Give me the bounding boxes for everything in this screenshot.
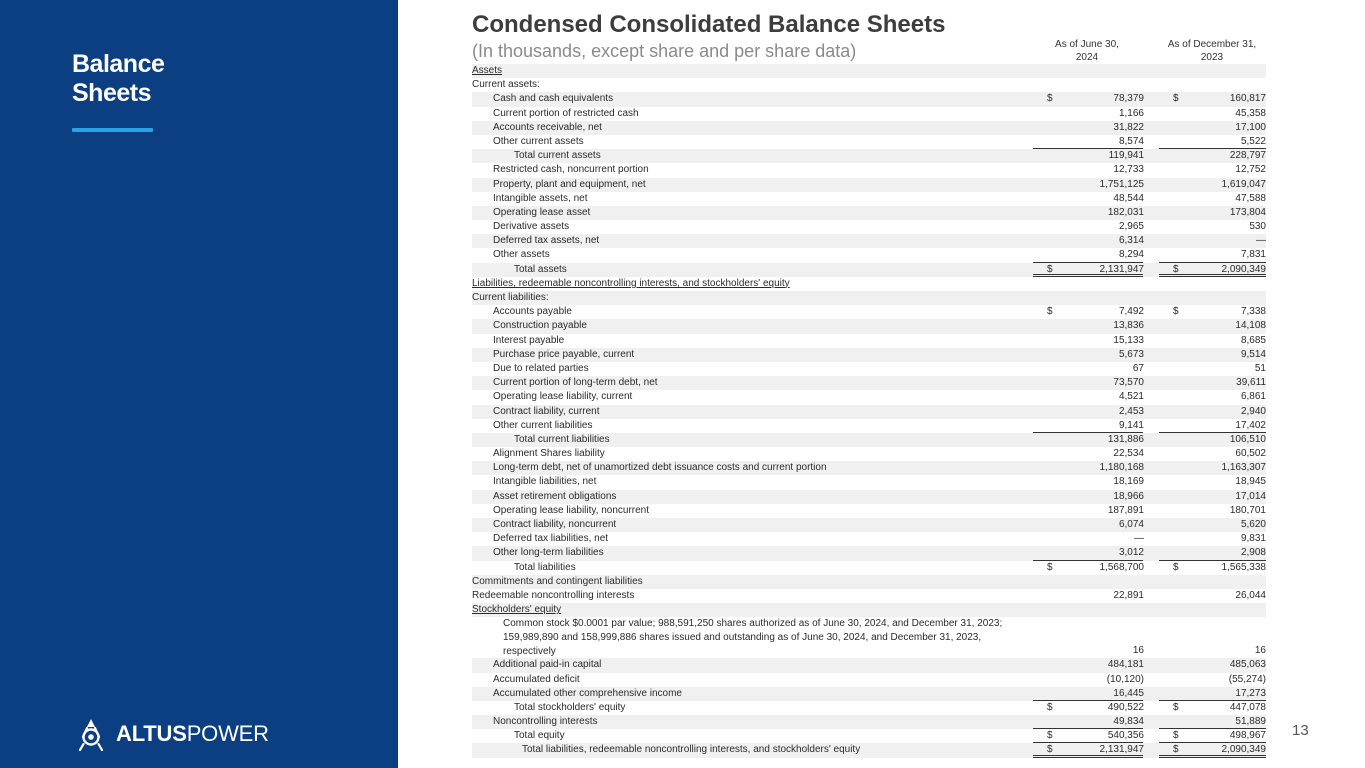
units-subtitle: (In thousands, except share and per share data) xyxy=(472,41,857,61)
table-row xyxy=(472,532,1266,546)
table-row xyxy=(472,658,1266,672)
cell-december-2023 xyxy=(1159,220,1266,234)
cell-value: 22,534 xyxy=(1113,448,1144,460)
column-header-june-2024 xyxy=(1032,38,1142,64)
cell-value: 9,514 xyxy=(1240,348,1266,360)
table-row xyxy=(472,121,1266,135)
row-label: Current portion of long-term debt, net xyxy=(493,377,658,389)
cell-june-2024 xyxy=(1033,658,1143,672)
section-title-line1: Balance xyxy=(72,50,165,78)
currency-symbol: $ xyxy=(1047,744,1053,756)
cell-june-2024 xyxy=(1033,248,1143,262)
table-row xyxy=(472,390,1266,404)
table-row xyxy=(472,305,1266,319)
cell-value: 9,141 xyxy=(1118,419,1144,431)
row-label: Accounts payable xyxy=(493,306,572,318)
cell-december-2023 xyxy=(1159,362,1266,376)
cell-june-2024 xyxy=(1033,673,1143,687)
cell-value: 173,804 xyxy=(1229,206,1266,218)
cell-december-2023 xyxy=(1159,589,1266,603)
table-row xyxy=(472,701,1266,715)
table-row xyxy=(472,743,1266,757)
logo-text-bold: ALTUS xyxy=(116,721,187,746)
table-row xyxy=(472,687,1266,701)
row-label: Derivative assets xyxy=(493,221,570,233)
cell-june-2024 xyxy=(1033,447,1143,461)
cell-value: 2,965 xyxy=(1118,221,1144,233)
cell-value: 7,338 xyxy=(1240,306,1266,318)
table-row xyxy=(472,419,1266,433)
cell-value: 8,574 xyxy=(1118,135,1144,147)
cell-value: 119,941 xyxy=(1108,150,1144,162)
cell-value: 180,701 xyxy=(1229,504,1266,516)
cell-december-2023 xyxy=(1159,644,1266,658)
cell-december-2023 xyxy=(1159,461,1266,475)
cell-value: 51 xyxy=(1254,362,1266,374)
cell-june-2024 xyxy=(1033,107,1143,121)
cell-december-2023 xyxy=(1159,419,1266,433)
cell-value: 182,031 xyxy=(1107,206,1144,218)
cell-june-2024 xyxy=(1033,701,1143,715)
table-row xyxy=(472,319,1266,333)
row-label: Additional paid-in capital xyxy=(493,659,602,671)
table-row xyxy=(472,376,1266,390)
cell-december-2023 xyxy=(1159,305,1266,319)
row-label: Construction payable xyxy=(493,320,587,332)
cell-value: (10,120) xyxy=(1106,673,1144,685)
table-row xyxy=(472,362,1266,376)
cell-value: 39,611 xyxy=(1236,377,1266,389)
row-label: Other current assets xyxy=(493,135,584,147)
cell-december-2023 xyxy=(1159,192,1266,206)
table-row xyxy=(472,603,1266,617)
table-row xyxy=(472,248,1266,262)
cell-june-2024 xyxy=(1033,546,1143,560)
cell-june-2024 xyxy=(1033,419,1143,433)
cell-june-2024 xyxy=(1033,192,1143,206)
cell-value: 5,673 xyxy=(1118,348,1144,360)
table-row xyxy=(472,291,1266,305)
cell-june-2024 xyxy=(1033,589,1143,603)
cell-june-2024 xyxy=(1033,743,1143,757)
cell-value: 4,521 xyxy=(1118,391,1144,403)
cell-june-2024 xyxy=(1033,121,1143,135)
cell-value: 3,012 xyxy=(1118,547,1144,559)
table-row xyxy=(472,206,1266,220)
cell-value: 2,940 xyxy=(1240,405,1266,417)
row-label: Other current liabilities xyxy=(493,419,593,431)
cell-value: 1,568,700 xyxy=(1099,561,1144,573)
row-label: Contract liability, current xyxy=(493,405,600,417)
cell-value: 15,133 xyxy=(1113,334,1144,346)
row-label: Cash and cash equivalents xyxy=(493,93,614,105)
section-title xyxy=(72,50,164,108)
table-row xyxy=(472,518,1266,532)
cell-value: 6,861 xyxy=(1240,391,1266,403)
cell-december-2023 xyxy=(1159,163,1266,177)
row-label: Other long-term liabilities xyxy=(493,547,604,559)
cell-june-2024 xyxy=(1033,405,1143,419)
currency-symbol: $ xyxy=(1173,306,1179,318)
row-label: Redeemable noncontrolling interests xyxy=(472,589,635,601)
cell-june-2024 xyxy=(1033,149,1143,163)
cell-value: 2,090,349 xyxy=(1221,263,1266,275)
cell-value: 18,945 xyxy=(1235,476,1266,488)
cell-value: 1,166 xyxy=(1118,107,1144,119)
page-number: 13 xyxy=(1292,722,1309,739)
cell-value: 187,891 xyxy=(1107,504,1144,516)
currency-symbol: $ xyxy=(1173,730,1179,742)
table-row xyxy=(472,715,1266,729)
row-label: Intangible liabilities, net xyxy=(493,476,597,488)
column-header-line: As of December 31, xyxy=(1167,39,1257,50)
cell-june-2024 xyxy=(1033,234,1143,248)
altus-logo-icon xyxy=(78,717,104,751)
cell-value: 228,797 xyxy=(1229,150,1266,162)
cell-december-2023 xyxy=(1159,334,1266,348)
row-label: Commitments and contingent liabilities xyxy=(472,575,643,587)
row-label: Current liabilities: xyxy=(472,292,549,303)
cell-december-2023 xyxy=(1159,92,1266,106)
table-row xyxy=(472,220,1266,234)
cell-june-2024 xyxy=(1033,475,1143,489)
cell-value: 17,402 xyxy=(1235,419,1266,431)
row-label: Assets xyxy=(472,65,503,76)
row-label: Purchase price payable, current xyxy=(493,348,635,360)
cell-value: 6,074 xyxy=(1118,519,1144,530)
cell-june-2024 xyxy=(1033,319,1143,333)
section-title-line2: Sheets xyxy=(72,79,151,107)
table-row xyxy=(472,447,1266,461)
cell-value: 8,294 xyxy=(1118,249,1144,261)
cell-june-2024 xyxy=(1033,206,1143,220)
sidebar xyxy=(0,0,398,768)
table-row xyxy=(472,475,1266,489)
cell-value: 14,108 xyxy=(1235,320,1266,332)
cell-value: 2,908 xyxy=(1240,547,1266,559)
table-row xyxy=(472,192,1266,206)
cell-december-2023 xyxy=(1159,376,1266,390)
cell-value: (55,274) xyxy=(1228,673,1266,685)
row-label: Accounts receivable, net xyxy=(493,121,602,133)
cell-value: 73,570 xyxy=(1113,377,1144,389)
table-row xyxy=(472,405,1266,419)
cell-value: 2,131,947 xyxy=(1099,744,1144,756)
table-row xyxy=(472,433,1266,447)
cell-june-2024 xyxy=(1033,263,1143,277)
cell-june-2024 xyxy=(1033,729,1143,743)
cell-value: 1,565,338 xyxy=(1221,561,1266,573)
cell-value: 16 xyxy=(1132,645,1144,657)
cell-december-2023 xyxy=(1159,532,1266,546)
row-label: Intangible assets, net xyxy=(493,192,588,204)
currency-symbol: $ xyxy=(1047,263,1053,275)
cell-value: 48,544 xyxy=(1113,192,1144,204)
cell-value: 498,967 xyxy=(1229,730,1266,742)
cell-june-2024 xyxy=(1033,561,1143,575)
table-row xyxy=(472,461,1266,475)
row-label: Total liabilities, redeemable noncontrolling interests, and stockholders' equity xyxy=(522,744,861,756)
row-label: Current portion of restricted cash xyxy=(493,107,639,119)
cell-december-2023 xyxy=(1159,390,1266,404)
cell-december-2023 xyxy=(1159,405,1266,419)
cell-value: 7,831 xyxy=(1240,249,1266,261)
cell-value: 2,131,947 xyxy=(1099,263,1144,275)
cell-december-2023 xyxy=(1159,447,1266,461)
cell-june-2024 xyxy=(1033,362,1143,376)
cell-value: 78,379 xyxy=(1113,93,1144,105)
currency-symbol: $ xyxy=(1047,701,1053,713)
cell-value: 47,588 xyxy=(1235,192,1266,204)
cell-december-2023 xyxy=(1159,433,1266,447)
cell-value: 160,817 xyxy=(1229,93,1266,105)
altus-power-logo xyxy=(78,716,269,752)
currency-symbol: $ xyxy=(1173,561,1179,573)
cell-june-2024 xyxy=(1033,687,1143,701)
cell-value: 49,834 xyxy=(1113,716,1144,728)
cell-value: 26,044 xyxy=(1235,589,1266,601)
table-row xyxy=(472,107,1266,121)
table-row xyxy=(472,589,1266,603)
currency-symbol: $ xyxy=(1047,306,1053,318)
cell-december-2023 xyxy=(1159,504,1266,518)
title-accent-bar xyxy=(72,128,153,132)
logo-text-light: POWER xyxy=(186,721,269,746)
cell-value: 1,751,125 xyxy=(1099,178,1144,190)
table-row xyxy=(472,546,1266,560)
cell-june-2024 xyxy=(1033,532,1143,546)
cell-december-2023 xyxy=(1159,149,1266,163)
cell-value: 447,078 xyxy=(1229,701,1266,713)
column-header-line: 2024 xyxy=(1075,52,1099,63)
cell-december-2023 xyxy=(1159,687,1266,701)
row-label: Common stock $0.0001 par value; 988,591,250 shares authorized as of June 30, 2024, and December 31, 2023; 159,989,890 and 158,999,886 shares issued and outstanding as of June 30, 2024, and December 31, 2023, respectively xyxy=(503,618,1003,658)
table-row xyxy=(472,78,1266,92)
row-label: Deferred tax assets, net xyxy=(493,235,600,247)
cell-value: 2,090,349 xyxy=(1221,744,1266,756)
cell-june-2024 xyxy=(1033,518,1143,532)
cell-value: 540,356 xyxy=(1107,730,1144,742)
balance-sheet-table xyxy=(472,64,1266,758)
cell-june-2024 xyxy=(1033,390,1143,404)
cell-june-2024 xyxy=(1033,305,1143,319)
table-row xyxy=(472,178,1266,192)
row-label: Accumulated other comprehensive income xyxy=(493,687,682,699)
table-row xyxy=(472,263,1266,277)
cell-value: 12,733 xyxy=(1113,164,1144,176)
cell-june-2024 xyxy=(1033,376,1143,390)
cell-value: 1,180,168 xyxy=(1099,462,1144,474)
cell-value: 67 xyxy=(1132,362,1144,374)
currency-symbol: $ xyxy=(1173,701,1179,713)
table-row xyxy=(472,149,1266,163)
row-label: Due to related parties xyxy=(493,362,589,374)
cell-december-2023 xyxy=(1159,107,1266,121)
cell-june-2024 xyxy=(1033,490,1143,504)
cell-value: 131,886 xyxy=(1107,433,1144,445)
table-row xyxy=(472,673,1266,687)
table-row xyxy=(472,92,1266,106)
cell-value: 60,502 xyxy=(1235,448,1266,460)
cell-value: — xyxy=(1256,235,1266,247)
cell-value: 51,889 xyxy=(1235,716,1266,728)
cell-value: 17,273 xyxy=(1235,687,1266,699)
currency-symbol: $ xyxy=(1047,93,1053,105)
cell-june-2024 xyxy=(1033,220,1143,234)
table-row xyxy=(472,234,1266,248)
row-label: Stockholders' equity xyxy=(472,604,562,616)
row-label: Deferred tax liabilities, net xyxy=(493,533,609,545)
currency-symbol: $ xyxy=(1047,561,1053,573)
cell-june-2024 xyxy=(1033,135,1143,149)
cell-value: 2,453 xyxy=(1118,405,1144,417)
currency-symbol: $ xyxy=(1047,730,1053,742)
row-label: Operating lease asset xyxy=(493,206,591,218)
table-row xyxy=(472,617,1266,658)
cell-value: 530 xyxy=(1249,221,1266,233)
cell-december-2023 xyxy=(1159,178,1266,192)
row-label: Contract liability, noncurrent xyxy=(493,519,617,530)
cell-value: 1,163,307 xyxy=(1221,462,1266,474)
cell-december-2023 xyxy=(1159,546,1266,560)
table-row xyxy=(472,163,1266,177)
cell-value: 13,836 xyxy=(1113,320,1144,332)
cell-june-2024 xyxy=(1033,178,1143,192)
cell-value: 18,966 xyxy=(1113,490,1144,502)
table-row xyxy=(472,334,1266,348)
cell-value: 12,752 xyxy=(1235,164,1266,176)
row-label: Other assets xyxy=(493,249,550,261)
currency-symbol: $ xyxy=(1173,744,1179,756)
column-header-december-2023 xyxy=(1158,38,1266,64)
cell-june-2024 xyxy=(1033,715,1143,729)
row-label: Interest payable xyxy=(493,334,565,346)
cell-june-2024 xyxy=(1033,461,1143,475)
table-row xyxy=(472,64,1266,78)
row-label: Accumulated deficit xyxy=(493,673,580,685)
cell-value: 17,014 xyxy=(1235,490,1266,502)
cell-value: 5,620 xyxy=(1240,519,1266,530)
row-label: Current assets: xyxy=(472,79,540,91)
cell-december-2023 xyxy=(1159,673,1266,687)
cell-june-2024 xyxy=(1033,644,1143,658)
cell-value: 9,831 xyxy=(1240,533,1266,545)
row-label: Operating lease liability, noncurrent xyxy=(493,504,650,516)
cell-value: 16 xyxy=(1254,645,1266,657)
page-title: Condensed Consolidated Balance Sheets xyxy=(472,11,946,38)
cell-value: 1,619,047 xyxy=(1221,178,1266,190)
cell-december-2023 xyxy=(1159,561,1266,575)
row-label: Restricted cash, noncurrent portion xyxy=(493,164,649,176)
cell-december-2023 xyxy=(1159,206,1266,220)
cell-value: 6,314 xyxy=(1118,235,1144,247)
row-label: Alignment Shares liability xyxy=(493,448,605,460)
table-row xyxy=(472,729,1266,743)
cell-value: 31,822 xyxy=(1113,121,1144,133)
currency-symbol: $ xyxy=(1173,93,1179,105)
table-row xyxy=(472,277,1266,291)
cell-value: 22,891 xyxy=(1113,589,1144,601)
row-label: Total liabilities xyxy=(514,561,576,573)
row-label: Total current liabilities xyxy=(514,433,610,445)
row-label: Asset retirement obligations xyxy=(493,490,617,502)
cell-value: 484,181 xyxy=(1107,659,1144,671)
cell-value: 490,522 xyxy=(1107,701,1144,713)
cell-june-2024 xyxy=(1033,504,1143,518)
cell-value: 7,492 xyxy=(1118,306,1144,318)
row-label: Noncontrolling interests xyxy=(493,716,598,728)
cell-june-2024 xyxy=(1033,92,1143,106)
cell-december-2023 xyxy=(1159,121,1266,135)
cell-december-2023 xyxy=(1159,234,1266,248)
cell-value: — xyxy=(1134,533,1144,545)
row-label: Total equity xyxy=(514,730,565,742)
cell-value: 16,445 xyxy=(1113,687,1144,699)
cell-december-2023 xyxy=(1159,135,1266,149)
table-row xyxy=(472,561,1266,575)
table-row xyxy=(472,348,1266,362)
column-header-line: As of June 30, xyxy=(1055,39,1119,50)
cell-december-2023 xyxy=(1159,729,1266,743)
row-label: Total stockholders' equity xyxy=(514,701,626,713)
row-label: Long-term debt, net of unamortized debt issuance costs and current portion xyxy=(493,462,827,474)
cell-june-2024 xyxy=(1033,433,1143,447)
cell-value: 485,063 xyxy=(1229,659,1266,671)
row-label: Liabilities, redeemable noncontrolling interests, and stockholders' equity xyxy=(472,277,790,289)
cell-june-2024 xyxy=(1033,163,1143,177)
cell-december-2023 xyxy=(1159,348,1266,362)
cell-december-2023 xyxy=(1159,701,1266,715)
cell-value: 8,685 xyxy=(1240,334,1266,346)
cell-june-2024 xyxy=(1033,348,1143,362)
cell-december-2023 xyxy=(1159,715,1266,729)
cell-value: 18,169 xyxy=(1113,476,1144,488)
cell-december-2023 xyxy=(1159,248,1266,262)
cell-december-2023 xyxy=(1159,319,1266,333)
cell-december-2023 xyxy=(1159,490,1266,504)
cell-value: 45,358 xyxy=(1235,107,1266,119)
currency-symbol: $ xyxy=(1173,263,1179,275)
cell-value: 17,100 xyxy=(1235,121,1266,133)
cell-december-2023 xyxy=(1159,518,1266,532)
row-label: Total assets xyxy=(514,263,567,275)
cell-value: 5,522 xyxy=(1240,135,1266,147)
row-label: Total current assets xyxy=(514,150,601,162)
cell-value: 106,510 xyxy=(1229,433,1266,445)
table-row xyxy=(472,504,1266,518)
cell-december-2023 xyxy=(1159,743,1266,757)
table-row xyxy=(472,575,1266,589)
cell-december-2023 xyxy=(1159,475,1266,489)
table-row xyxy=(472,135,1266,149)
column-header-line: 2023 xyxy=(1200,52,1224,63)
cell-december-2023 xyxy=(1159,658,1266,672)
row-label: Operating lease liability, current xyxy=(493,391,633,403)
cell-december-2023 xyxy=(1159,263,1266,277)
row-label: Property, plant and equipment, net xyxy=(493,178,646,190)
cell-june-2024 xyxy=(1033,334,1143,348)
table-row xyxy=(472,490,1266,504)
